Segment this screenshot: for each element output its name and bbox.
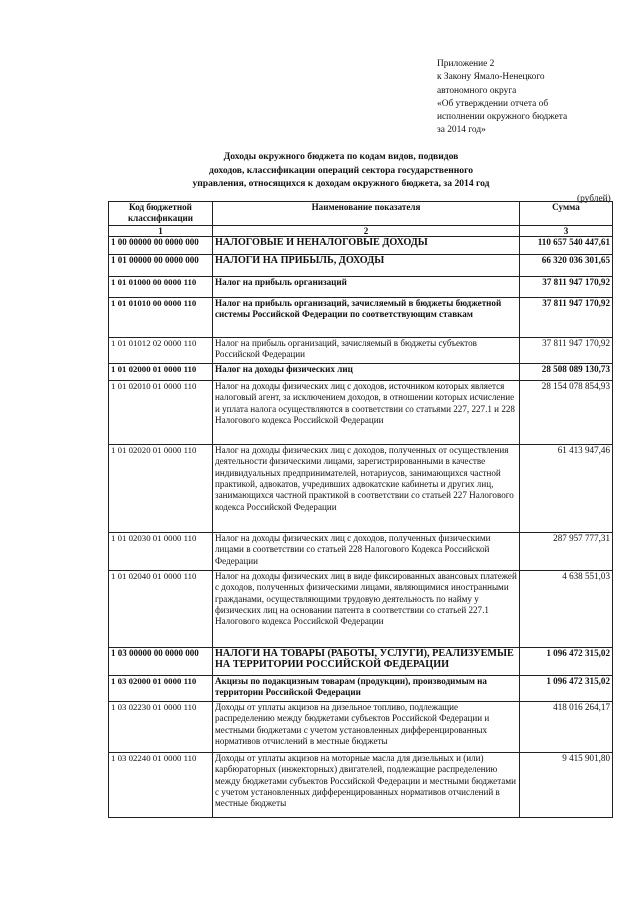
row-sum: 66 320 036 301,65 <box>520 254 613 276</box>
row-name: Акцизы по подакцизным товарам (продукции), производимым на территории Российской Федерации <box>213 675 520 701</box>
row-code: 1 01 02040 01 0000 110 <box>109 570 213 647</box>
column-number: 2 <box>213 225 520 236</box>
row-code: 1 03 00000 00 0000 000 <box>109 647 213 675</box>
row-sum: 4 638 551,03 <box>520 570 613 647</box>
header-code: Код бюджетной классификации <box>109 202 213 226</box>
appendix-line: исполнении окружного бюджета <box>437 112 568 123</box>
header-sum: Сумма <box>520 202 613 226</box>
row-sum: 28 508 089 130,73 <box>520 363 613 380</box>
row-name: Налог на прибыль организаций <box>213 276 520 297</box>
row-name: Налог на доходы физических лиц с доходов, полученных от осуществления деятельности физическими лицами, зарегистрированными в качестве индивидуальных предпринимателей, нотариусов, занимающихся частной практикой, адвокатов, учредивших адвокатские кабинеты и других лиц, занимающихся частной практикой в соответствии со статьей 227 Налогового кодекса Российской Федерации <box>213 444 520 532</box>
row-code: 1 01 00000 00 0000 000 <box>109 254 213 276</box>
row-sum: 418 016 264,17 <box>520 701 613 752</box>
row-name: НАЛОГИ НА ПРИБЫЛЬ, ДОХОДЫ <box>213 254 520 276</box>
column-number: 3 <box>520 225 613 236</box>
row-name: Доходы от уплаты акцизов на дизельное топливо, подлежащие распределению между бюджетами субъектов Российской Федерации и местными бюджетами с учетом установленных дифференцированных нормативов отчислений в местные бюджеты <box>213 701 520 752</box>
appendix-note <box>437 58 567 138</box>
row-sum: 9 415 901,80 <box>520 752 613 817</box>
table-row <box>109 532 613 570</box>
row-name: Налог на прибыль организаций, зачисляемый в бюджеты субъектов Российской Федерации <box>213 337 520 363</box>
row-sum: 1 096 472 315,02 <box>520 647 613 675</box>
row-name: НАЛОГОВЫЕ И НЕНАЛОГОВЫЕ ДОХОДЫ <box>213 236 520 254</box>
row-name: Налог на доходы физических лиц с доходов, полученных физическими лицами в соответствии со статьей 228 Налогового Кодекса Российской Федерации <box>213 532 520 570</box>
row-sum: 37 811 947 170,92 <box>520 297 613 337</box>
row-code: 1 01 01012 02 0000 110 <box>109 337 213 363</box>
row-name: НАЛОГИ НА ТОВАРЫ (РАБОТЫ, УСЛУГИ), РЕАЛИЗУЕМЫЕ НА ТЕРРИТОРИИ РОССИЙСКОЙ ФЕДЕРАЦИИ <box>213 647 520 675</box>
row-sum: 37 811 947 170,92 <box>520 276 613 297</box>
table-row <box>109 675 613 701</box>
title-line: управления, относящихся к доходам окружного бюджета, за 2014 год <box>192 178 490 190</box>
appendix-line: «Об утверждении отчета об <box>437 98 549 109</box>
row-code: 1 01 02000 01 0000 110 <box>109 363 213 380</box>
row-name: Доходы от уплаты акцизов на моторные масла для дизельных и (или) карбюраторных (инжекторных) двигателей, подлежащие распределению между бюджетами субъектов Российской Федерации и местными бюджетами с учетом установленных дифференцированных нормативов отчислений в местные бюджеты <box>213 752 520 817</box>
table-row <box>109 236 613 254</box>
row-code: 1 01 02010 01 0000 110 <box>109 380 213 444</box>
row-code: 1 03 02240 01 0000 110 <box>109 752 213 817</box>
table-row <box>109 363 613 380</box>
row-sum: 287 957 777,31 <box>520 532 613 570</box>
row-name: Налог на прибыль организаций, зачисляемый в бюджеты бюджетной системы Российской Федерации по соответствующим ставкам <box>213 297 520 337</box>
header-name: Наименование показателя <box>213 202 520 226</box>
title-line: доходов, классификации операций сектора государственного <box>209 164 473 176</box>
row-code: 1 03 02000 01 0000 110 <box>109 675 213 701</box>
revenue-table <box>108 201 613 818</box>
row-name: Налог на доходы физических лиц с доходов, источником которых является налоговый агент, за исключением доходов, в отношении которых исчисление и уплата налога осуществляются в соответствии со статьями 227, 227.1 и 228 Налогового кодекса Российской Федерации <box>213 380 520 444</box>
table-row <box>109 752 613 817</box>
row-code: 1 01 01000 00 0000 110 <box>109 276 213 297</box>
appendix-line: за 2014 год» <box>437 125 486 136</box>
appendix-line: Приложение 2 <box>437 59 495 69</box>
row-sum: 28 154 078 854,93 <box>520 380 613 444</box>
row-name: Налог на доходы физических лиц <box>213 363 520 380</box>
table-row <box>109 444 613 532</box>
document-title <box>150 150 532 191</box>
row-code: 1 00 00000 00 0000 000 <box>109 236 213 254</box>
table-row <box>109 297 613 337</box>
appendix-line: к Закону Ямало-Ненецкого <box>437 72 545 83</box>
row-sum: 61 413 947,46 <box>520 444 613 532</box>
table-row <box>109 276 613 297</box>
title-line: Доходы окружного бюджета по кодам видов, подвидов <box>223 151 459 162</box>
table-row <box>109 647 613 675</box>
row-sum: 37 811 947 170,92 <box>520 337 613 363</box>
units-label: (рублей) <box>577 194 611 204</box>
row-code: 1 01 02030 01 0000 110 <box>109 532 213 570</box>
table-row <box>109 337 613 363</box>
row-sum: 110 657 540 447,61 <box>520 236 613 254</box>
row-code: 1 01 01010 00 0000 110 <box>109 297 213 337</box>
row-code: 1 03 02230 01 0000 110 <box>109 701 213 752</box>
table-row <box>109 570 613 647</box>
table-row <box>109 254 613 276</box>
appendix-line: автономного округа <box>437 85 517 96</box>
row-sum: 1 096 472 315,02 <box>520 675 613 701</box>
row-code: 1 01 02020 01 0000 110 <box>109 444 213 532</box>
row-name: Налог на доходы физических лиц в виде фиксированных авансовых платежей с доходов, полученных физическими лицами, являющимися иностранными гражданами, осуществляющими трудовую деятельность по найму у физических лиц на основании патента в соответствии со статьей 227.1 Налогового кодекса Российской Федерации <box>213 570 520 647</box>
table-row <box>109 380 613 444</box>
table-row <box>109 701 613 752</box>
column-number: 1 <box>109 225 213 236</box>
